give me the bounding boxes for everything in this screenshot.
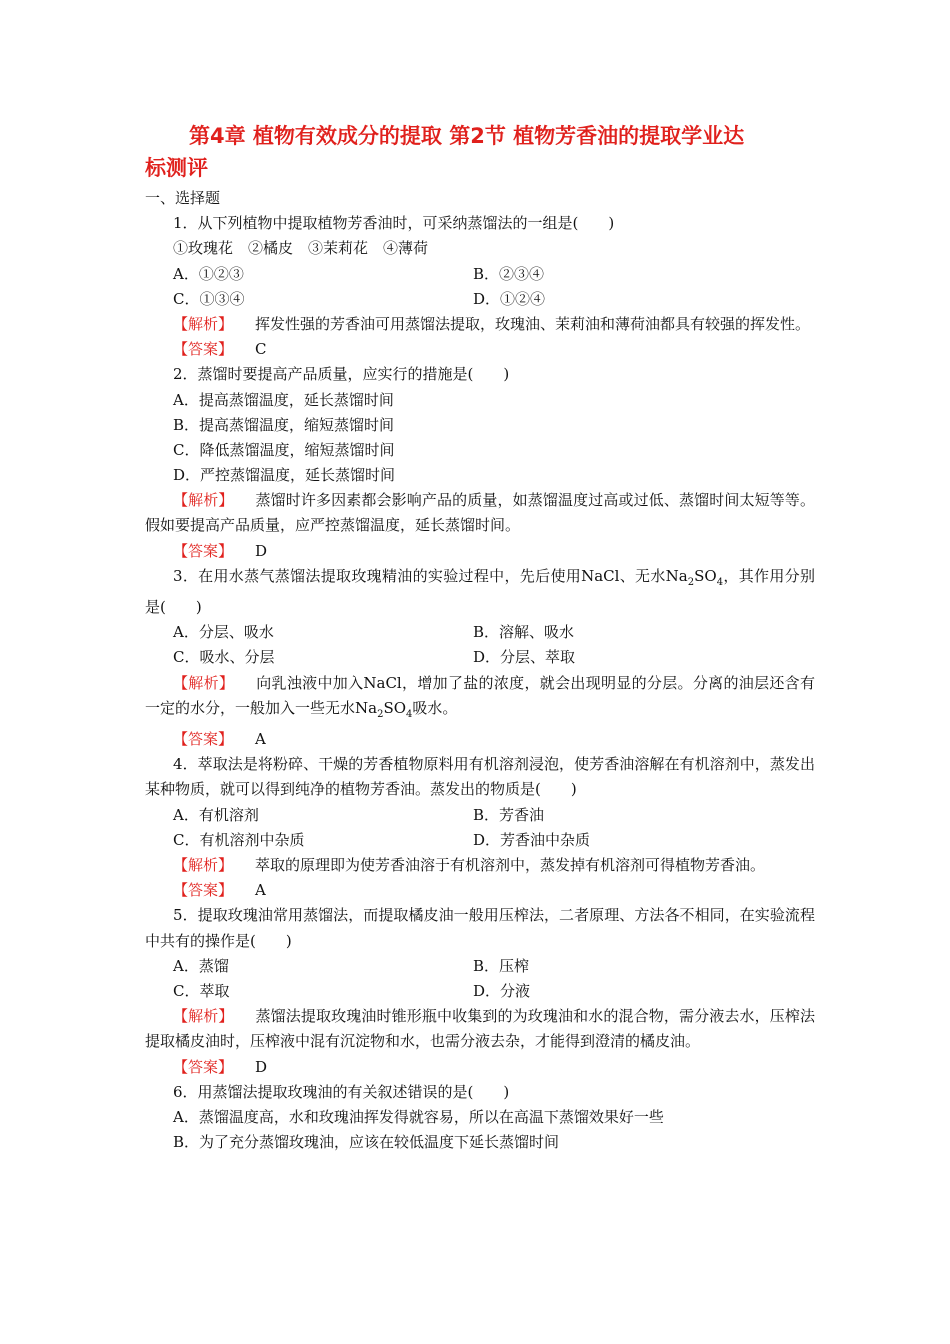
q5-options-row-2 [145,979,815,1004]
q5-analysis [145,1004,815,1054]
q6-option-b: B．为了充分蒸馏玫瑰油，应该在较低温度下延长蒸馏时间 [173,1133,560,1152]
q3-analysis-part: 向乳浊液中加入NaCl，增加了盐的浓度，就会出现明显的分层。分离的油层还含有一定的水分，一般加入一些无水Na [145,673,815,717]
q3-option-c: C．吸水、分层 [173,648,275,667]
q2-answer-value: D [255,541,268,560]
q3-analysis-part: 吸水。 [412,698,458,717]
q4-option-d: D．芳香油中杂质 [473,830,591,849]
q6-stem: 6．用蒸馏法提取玫瑰油的有关叙述错误的是( ) [173,1082,510,1101]
answer-tag: 【答案】 [173,541,234,560]
q2-option-c: C．降低蒸馏温度，缩短蒸馏时间 [173,440,395,459]
q1-option-a: A．①②③ [173,264,244,283]
q1-stem: 1．从下列植物中提取植物芳香油时，可采纳蒸馏法的一组是( ) [173,214,615,233]
q3-stem-part: ，其作用分别是( ) [145,566,815,617]
q1-answer [145,337,815,362]
title-line-1: 第4章 植物有效成分的提取 第2节 植物芳香油的提取学业达 [189,124,745,148]
q5-option-c: C．萃取 [173,982,230,1000]
q4-analysis-text: 萃取的原理即为使芳香油溶于有机溶剂中，蒸发掉有机溶剂可得植物芳香油。 [255,856,766,875]
title-line-2: 标测评 [145,156,208,180]
q1-analysis [145,312,815,337]
q3-option-d: D．分层、萃取 [473,648,576,667]
q3-answer [145,727,815,752]
q1-option-d: D．①②④ [473,289,546,308]
answer-tag: 【答案】 [173,340,234,359]
q1-items: ①玫瑰花 ②橘皮 ③茉莉花 ④薄荷 [173,239,429,258]
q2-answer [145,539,815,564]
q5-options-row-1 [145,954,815,979]
q5-answer [145,1055,815,1080]
q3-options-row-2 [145,645,815,670]
q3-stem-part: 3．在用水蒸气蒸馏法提取玫瑰精油的实验过程中，先后使用NaCl、无水Na [173,566,688,585]
q3-stem [145,564,815,620]
q4-option-a: A．有机溶剂 [173,805,259,824]
q5-answer-value: D [255,1057,268,1076]
answer-tag: 【答案】 [173,730,234,749]
q4-options-row-2 [145,828,815,853]
analysis-tag: 【解析】 [173,856,234,875]
q4-analysis [145,853,815,878]
q3-analysis-text [145,673,815,720]
q3-analysis-subscript: 2 [377,708,384,720]
q4-stem: 4．萃取法是将粉碎、干燥的芳香植物原料用有机溶剂浸泡，使芳香油溶解在有机溶剂中，蒸发出某种物质，就可以得到纯净的植物芳香油。蒸发出的物质是( ) [145,755,815,799]
analysis-tag: 【解析】 [173,314,234,333]
q4-options-row-1 [145,803,815,828]
q3-stem-subscript: 2 [687,576,695,588]
q4-option-b: B．芳香油 [473,805,545,824]
q2-stem: 2．蒸馏时要提高产品质量，应实行的措施是( ) [173,365,510,384]
document-body [145,186,815,1155]
q3-analysis [145,671,815,727]
q1-option-b: B．②③④ [473,264,545,283]
q3-stem-part: SO [694,566,717,585]
q3-analysis-subscript: 4 [406,708,413,720]
q4-answer [145,878,815,903]
q3-options-row-1 [145,620,815,645]
q3-option-a: A．分层、吸水 [173,623,274,642]
q5-stem: 5．提取玫瑰油常用蒸馏法，而提取橘皮油一般用压榨法，二者原理、方法各不相同，在实验流程中共有的操作是( ) [145,906,815,950]
q5-option-a: A．蒸馏 [173,956,229,975]
q1-options-row-2 [145,287,815,312]
q2-option-d: D．严控蒸馏温度，延长蒸馏时间 [173,466,396,485]
answer-tag: 【答案】 [173,1057,234,1076]
q4-answer-value: A [255,881,266,900]
answer-tag: 【答案】 [173,881,234,900]
q1-options-row-1 [145,262,815,287]
analysis-tag: 【解析】 [173,1007,234,1026]
document-title [145,120,815,184]
section-heading: 一、选择题 [145,189,221,207]
q2-analysis-text: 蒸馏时许多因素都会影响产品的质量，如蒸馏温度过高或过低、蒸馏时间太短等等。假如要提高产品质量，应严控蒸馏温度，延长蒸馏时间。 [145,491,815,535]
q2-option-a: A．提高蒸馏温度，延长蒸馏时间 [173,390,394,409]
q2-analysis [145,488,815,538]
q1-option-c: C．①③④ [173,289,245,308]
q5-option-b: B．压榨 [473,956,530,975]
q3-stem-subscript: 4 [716,576,724,588]
analysis-tag: 【解析】 [173,491,234,510]
analysis-tag: 【解析】 [173,673,235,692]
q5-analysis-text: 蒸馏法提取玫瑰油时锥形瓶中收集到的为玫瑰油和水的混合物，需分液去水，压榨法提取橘皮油时，压榨液中混有沉淀物和水，也需分液去杂，才能得到澄清的橘皮油。 [145,1007,815,1051]
q3-option-b: B．溶解、吸水 [473,623,575,642]
q1-answer-value: C [255,340,267,359]
q3-analysis-part: SO [383,698,407,717]
q5-option-d: D．分液 [473,982,531,1000]
q1-analysis-text: 挥发性强的芳香油可用蒸馏法提取，玫瑰油、茉莉油和薄荷油都具有较强的挥发性。 [255,314,811,333]
q2-option-b: B．提高蒸馏温度，缩短蒸馏时间 [173,415,395,434]
q4-option-c: C．有机溶剂中杂质 [173,830,305,849]
q3-answer-value: A [255,730,266,749]
q6-option-a: A．蒸馏温度高，水和玫瑰油挥发得就容易，所以在高温下蒸馏效果好一些 [173,1107,664,1126]
